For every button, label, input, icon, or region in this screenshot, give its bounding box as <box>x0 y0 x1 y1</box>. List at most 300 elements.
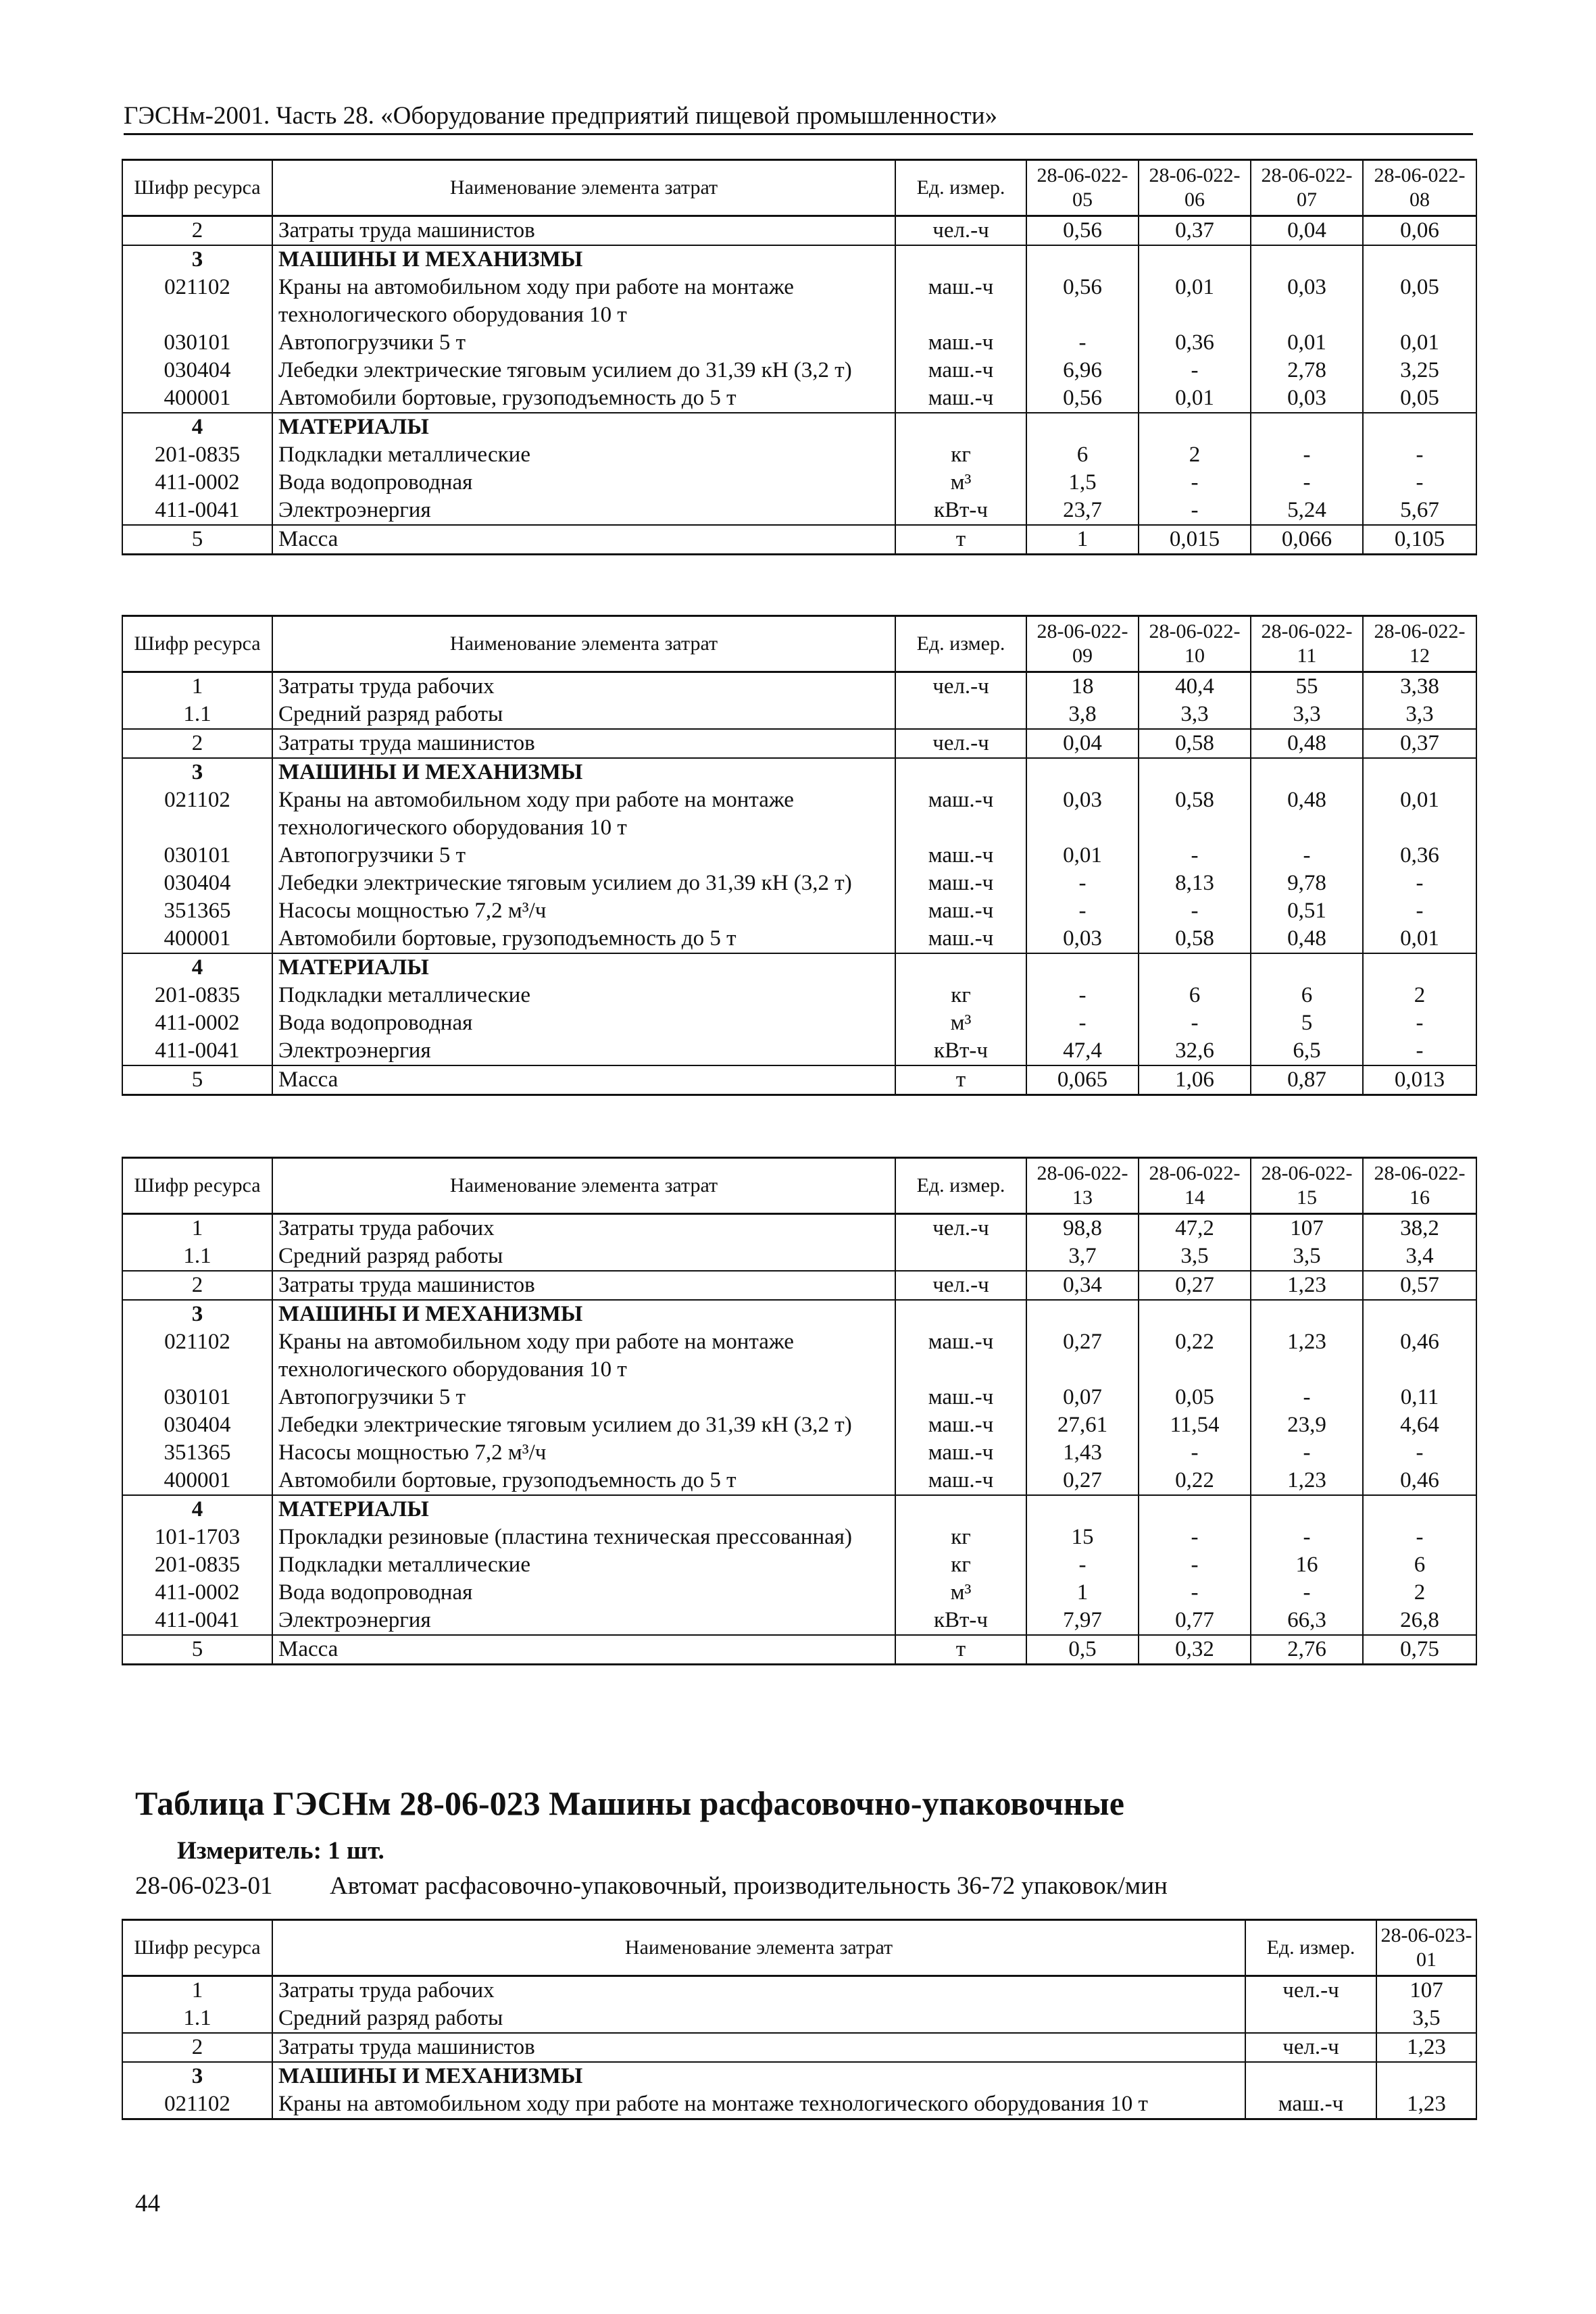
table-row <box>122 329 1476 357</box>
resource-name: Электроэнергия <box>272 1037 895 1065</box>
unit-cell <box>895 953 1026 982</box>
value-cell: - <box>1139 897 1251 925</box>
value-cell: 2 <box>1139 441 1251 469</box>
unit-cell: чел.-ч <box>1245 2033 1376 2062</box>
unit-cell: маш.-ч <box>895 384 1026 413</box>
unit-cell: чел.-ч <box>895 216 1026 246</box>
value-cell: 47,2 <box>1139 1214 1251 1243</box>
header-norm-code: 28-06-022-08 <box>1363 160 1476 216</box>
value-cell: 26,8 <box>1363 1607 1476 1635</box>
resource-name: Лебедки электрические тяговым усилием до 31,39 кН (3,2 т) <box>272 357 895 384</box>
resource-code: 4 <box>122 953 272 982</box>
table-row <box>122 1495 1476 1524</box>
value-cell: 6,5 <box>1251 1037 1363 1065</box>
value-cell: - <box>1026 1551 1139 1579</box>
resource-name: Подкладки металлические <box>272 441 895 469</box>
value-cell <box>1139 758 1251 786</box>
unit-cell: чел.-ч <box>1245 1976 1376 2005</box>
value-cell: 6 <box>1026 441 1139 469</box>
resource-name: Вода водопроводная <box>272 469 895 497</box>
value-cell: - <box>1139 1551 1251 1579</box>
value-cell: 0,46 <box>1363 1467 1476 1495</box>
unit-cell <box>895 245 1026 274</box>
resource-code: 400001 <box>122 925 272 953</box>
value-cell: 3,5 <box>1251 1242 1363 1271</box>
value-cell: 0,03 <box>1026 925 1139 953</box>
resource-name: Подкладки металлические <box>272 982 895 1009</box>
resource-code: 411-0041 <box>122 1607 272 1635</box>
value-cell: - <box>1363 897 1476 925</box>
header-norm-code: 28-06-022-16 <box>1363 1158 1476 1214</box>
table-row <box>122 1467 1476 1495</box>
value-cell: - <box>1251 842 1363 870</box>
table-row <box>122 786 1476 842</box>
value-cell: 3,38 <box>1363 672 1476 701</box>
value-cell: 1,23 <box>1376 2033 1476 2062</box>
table-header-row <box>122 1920 1476 1976</box>
value-cell: 9,78 <box>1251 870 1363 897</box>
value-cell: 2 <box>1363 1579 1476 1607</box>
value-cell: 18 <box>1026 672 1139 701</box>
value-cell: 0,11 <box>1363 1384 1476 1411</box>
resource-name: МАШИНЫ И МЕХАНИЗМЫ <box>272 2062 1245 2090</box>
value-cell: - <box>1139 497 1251 525</box>
value-cell: 27,61 <box>1026 1411 1139 1439</box>
unit-cell: маш.-ч <box>895 329 1026 357</box>
table-row <box>122 1551 1476 1579</box>
table-row <box>122 1009 1476 1037</box>
value-cell <box>1251 413 1363 441</box>
value-cell: - <box>1139 842 1251 870</box>
resource-code: 351365 <box>122 897 272 925</box>
value-cell <box>1026 1300 1139 1328</box>
value-cell: 0,27 <box>1026 1467 1139 1495</box>
value-cell: 0,27 <box>1026 1328 1139 1384</box>
header-unit: Ед. измер. <box>895 1158 1026 1214</box>
value-cell: - <box>1026 870 1139 897</box>
unit-cell: маш.-ч <box>895 1411 1026 1439</box>
value-cell: 0,013 <box>1363 1065 1476 1095</box>
unit-cell: кВт-ч <box>895 1037 1026 1065</box>
value-cell: 0,58 <box>1139 925 1251 953</box>
resource-name: Подкладки металлические <box>272 1551 895 1579</box>
item-name: Автомат расфасовочно-упаковочный, производительность 36-72 упаковок/мин <box>330 1872 1168 1900</box>
value-cell: 0,75 <box>1363 1635 1476 1665</box>
table-row <box>122 729 1476 758</box>
unit-cell: кг <box>895 441 1026 469</box>
resource-code: 411-0002 <box>122 1009 272 1037</box>
value-cell: 0,04 <box>1251 216 1363 246</box>
value-cell: - <box>1251 1439 1363 1467</box>
resource-name: Масса <box>272 525 895 555</box>
header-name: Наименование элемента затрат <box>272 1920 1245 1976</box>
table-row <box>122 274 1476 329</box>
value-cell: 2,78 <box>1251 357 1363 384</box>
table-row <box>122 1300 1476 1328</box>
value-cell <box>1363 758 1476 786</box>
table-row <box>122 384 1476 413</box>
value-cell: 3,4 <box>1363 1242 1476 1271</box>
value-cell: - <box>1026 1009 1139 1037</box>
value-cell: - <box>1251 469 1363 497</box>
unit-cell <box>1245 2062 1376 2090</box>
resource-name: Прокладки резиновые (пластина техническая прессованная) <box>272 1524 895 1551</box>
value-cell <box>1251 1300 1363 1328</box>
resource-code: 2 <box>122 216 272 246</box>
resource-code: 5 <box>122 1635 272 1665</box>
value-cell: 1,5 <box>1026 469 1139 497</box>
value-cell: 5,24 <box>1251 497 1363 525</box>
value-cell: 0,36 <box>1139 329 1251 357</box>
resource-name: Вода водопроводная <box>272 1009 895 1037</box>
unit-cell: маш.-ч <box>895 870 1026 897</box>
resource-code: 030404 <box>122 870 272 897</box>
value-cell: 1,23 <box>1251 1467 1363 1495</box>
value-cell: 0,04 <box>1026 729 1139 758</box>
value-cell: 1,43 <box>1026 1439 1139 1467</box>
value-cell: 0,58 <box>1139 786 1251 842</box>
value-cell: - <box>1251 1579 1363 1607</box>
table-row <box>122 1524 1476 1551</box>
value-cell: - <box>1026 329 1139 357</box>
table-row <box>122 1384 1476 1411</box>
value-cell <box>1251 953 1363 982</box>
value-cell <box>1139 245 1251 274</box>
resource-code: 021102 <box>122 2090 272 2119</box>
unit-cell: кг <box>895 982 1026 1009</box>
value-cell: 0,34 <box>1026 1271 1139 1300</box>
table-row <box>122 469 1476 497</box>
value-cell: 1 <box>1026 525 1139 555</box>
resource-table-022-05-08 <box>122 159 1477 555</box>
value-cell: 0,07 <box>1026 1384 1139 1411</box>
value-cell: 0,57 <box>1363 1271 1476 1300</box>
table-row <box>122 925 1476 953</box>
value-cell: - <box>1139 1524 1251 1551</box>
unit-cell: маш.-ч <box>895 1384 1026 1411</box>
resource-name: Лебедки электрические тяговым усилием до 31,39 кН (3,2 т) <box>272 870 895 897</box>
resource-name: Затраты труда машинистов <box>272 216 895 246</box>
resource-code: 1.1 <box>122 2005 272 2033</box>
unit-cell: т <box>895 525 1026 555</box>
value-cell: 0,22 <box>1139 1467 1251 1495</box>
table-row <box>122 672 1476 701</box>
resource-code: 4 <box>122 413 272 441</box>
table-row <box>122 2033 1476 2062</box>
value-cell: 0,05 <box>1363 274 1476 329</box>
unit-cell: чел.-ч <box>895 1271 1026 1300</box>
resource-code: 030101 <box>122 842 272 870</box>
value-cell: 98,8 <box>1026 1214 1139 1243</box>
value-cell: 0,22 <box>1139 1328 1251 1384</box>
table-row <box>122 413 1476 441</box>
table-row <box>122 870 1476 897</box>
value-cell: 6,96 <box>1026 357 1139 384</box>
value-cell: 0,56 <box>1026 274 1139 329</box>
value-cell: 0,01 <box>1026 842 1139 870</box>
header-code: Шифр ресурса <box>122 1920 272 1976</box>
resource-code: 3 <box>122 1300 272 1328</box>
value-cell: 2,76 <box>1251 1635 1363 1665</box>
resource-code: 3 <box>122 245 272 274</box>
header-name: Наименование элемента затрат <box>272 1158 895 1214</box>
value-cell <box>1363 1495 1476 1524</box>
resource-code: 030101 <box>122 329 272 357</box>
table-row <box>122 2062 1476 2090</box>
value-cell: 0,46 <box>1363 1328 1476 1384</box>
header-norm-code: 28-06-022-05 <box>1026 160 1139 216</box>
table-row <box>122 441 1476 469</box>
resource-name: Затраты труда машинистов <box>272 729 895 758</box>
table-row <box>122 1328 1476 1384</box>
table-row <box>122 1065 1476 1095</box>
value-cell: - <box>1363 1524 1476 1551</box>
value-cell: 0,37 <box>1139 216 1251 246</box>
value-cell: 0,32 <box>1139 1635 1251 1665</box>
value-cell: 0,48 <box>1251 729 1363 758</box>
resource-code: 030101 <box>122 1384 272 1411</box>
resource-name: Автомобили бортовые, грузоподъемность до 5 т <box>272 1467 895 1495</box>
resource-name: МАТЕРИАЛЫ <box>272 1495 895 1524</box>
table-row <box>122 842 1476 870</box>
unit-cell: м³ <box>895 1009 1026 1037</box>
resource-name: МАШИНЫ И МЕХАНИЗМЫ <box>272 1300 895 1328</box>
resource-name: Краны на автомобильном ходу при работе на монтаже технологического оборудования 10 т <box>272 2090 1245 2119</box>
table-row <box>122 758 1476 786</box>
table-row <box>122 982 1476 1009</box>
table-row <box>122 1037 1476 1065</box>
value-cell: - <box>1139 357 1251 384</box>
resource-name: МАШИНЫ И МЕХАНИЗМЫ <box>272 758 895 786</box>
value-cell: - <box>1139 1009 1251 1037</box>
value-cell: 16 <box>1251 1551 1363 1579</box>
value-cell: 1,23 <box>1376 2090 1476 2119</box>
value-cell: - <box>1139 1439 1251 1467</box>
value-cell: - <box>1026 897 1139 925</box>
resource-code: 411-0002 <box>122 1579 272 1607</box>
value-cell: 0,03 <box>1026 786 1139 842</box>
resource-code: 021102 <box>122 786 272 842</box>
value-cell: 55 <box>1251 672 1363 701</box>
resource-name: Автопогрузчики 5 т <box>272 842 895 870</box>
resource-code: 1 <box>122 672 272 701</box>
value-cell <box>1139 413 1251 441</box>
unit-cell <box>895 701 1026 729</box>
resource-name: Средний разряд работы <box>272 701 895 729</box>
value-cell: - <box>1251 1384 1363 1411</box>
value-cell: 0,36 <box>1363 842 1476 870</box>
resource-name: Автомобили бортовые, грузоподъемность до 5 т <box>272 925 895 953</box>
value-cell: - <box>1363 1009 1476 1037</box>
resource-table-022-13-16 <box>122 1157 1477 1665</box>
resource-name: МАТЕРИАЛЫ <box>272 413 895 441</box>
value-cell <box>1363 1300 1476 1328</box>
value-cell <box>1376 2062 1476 2090</box>
value-cell: 23,9 <box>1251 1411 1363 1439</box>
unit-cell: кг <box>895 1524 1026 1551</box>
value-cell <box>1026 1495 1139 1524</box>
table-row <box>122 2005 1476 2033</box>
table-row <box>122 897 1476 925</box>
value-cell: - <box>1251 1524 1363 1551</box>
resource-name: Затраты труда рабочих <box>272 672 895 701</box>
page-number: 44 <box>135 2190 160 2217</box>
header-unit: Ед. измер. <box>895 616 1026 672</box>
table-row <box>122 357 1476 384</box>
unit-cell: маш.-ч <box>895 897 1026 925</box>
resource-code: 201-0835 <box>122 982 272 1009</box>
value-cell <box>1139 1300 1251 1328</box>
resource-name: Средний разряд работы <box>272 2005 1245 2033</box>
table-row <box>122 1439 1476 1467</box>
header-norm-code: 28-06-022-09 <box>1026 616 1139 672</box>
value-cell: 0,05 <box>1363 384 1476 413</box>
unit-cell: чел.-ч <box>895 672 1026 701</box>
resource-name: Затраты труда машинистов <box>272 2033 1245 2062</box>
header-unit: Ед. измер. <box>895 160 1026 216</box>
resource-name: Вода водопроводная <box>272 1579 895 1607</box>
unit-cell: м³ <box>895 1579 1026 1607</box>
value-cell: - <box>1139 1579 1251 1607</box>
value-cell: 3,5 <box>1376 2005 1476 2033</box>
header-code: Шифр ресурса <box>122 160 272 216</box>
value-cell: 0,48 <box>1251 925 1363 953</box>
unit-cell: маш.-ч <box>895 1467 1026 1495</box>
resource-code: 2 <box>122 2033 272 2062</box>
unit-cell <box>895 1300 1026 1328</box>
resource-code: 5 <box>122 525 272 555</box>
resource-code: 1.1 <box>122 701 272 729</box>
value-cell: 4,64 <box>1363 1411 1476 1439</box>
unit-cell <box>895 413 1026 441</box>
unit-cell: маш.-ч <box>895 842 1026 870</box>
unit-cell: чел.-ч <box>895 729 1026 758</box>
unit-cell: кВт-ч <box>895 497 1026 525</box>
value-cell <box>1363 413 1476 441</box>
value-cell: 8,13 <box>1139 870 1251 897</box>
value-cell: 6 <box>1139 982 1251 1009</box>
table-row <box>122 1242 1476 1271</box>
resource-name: Насосы мощностью 7,2 м³/ч <box>272 897 895 925</box>
resource-table-023-01 <box>122 1919 1477 2120</box>
table-header-row <box>122 1158 1476 1214</box>
value-cell: 66,3 <box>1251 1607 1363 1635</box>
resource-code: 411-0041 <box>122 1037 272 1065</box>
value-cell: 3,3 <box>1251 701 1363 729</box>
resource-name: Насосы мощностью 7,2 м³/ч <box>272 1439 895 1467</box>
value-cell: 0,065 <box>1026 1065 1139 1095</box>
unit-cell: т <box>895 1065 1026 1095</box>
resource-name: МАТЕРИАЛЫ <box>272 953 895 982</box>
resource-code: 1 <box>122 1976 272 2005</box>
unit-cell <box>895 1495 1026 1524</box>
value-cell <box>1251 758 1363 786</box>
resource-name: Краны на автомобильном ходу при работе на монтаже технологического оборудования 10 т <box>272 1328 895 1384</box>
value-cell <box>1251 1495 1363 1524</box>
value-cell <box>1363 953 1476 982</box>
value-cell: - <box>1363 870 1476 897</box>
table-title: Таблица ГЭСНм 28-06-023 Машины расфасовочно-упаковочные <box>135 1784 1124 1822</box>
value-cell <box>1251 245 1363 274</box>
table-header-row <box>122 616 1476 672</box>
value-cell: 0,51 <box>1251 897 1363 925</box>
unit-cell: маш.-ч <box>1245 2090 1376 2119</box>
value-cell: 107 <box>1251 1214 1363 1243</box>
unit-cell: маш.-ч <box>895 925 1026 953</box>
resource-code: 400001 <box>122 1467 272 1495</box>
unit-cell: маш.-ч <box>895 357 1026 384</box>
table-row <box>122 701 1476 729</box>
value-cell: 6 <box>1363 1551 1476 1579</box>
header-norm-code: 28-06-022-11 <box>1251 616 1363 672</box>
value-cell: 0,48 <box>1251 786 1363 842</box>
header-norm-code: 28-06-022-14 <box>1139 1158 1251 1214</box>
header-name: Наименование элемента затрат <box>272 616 895 672</box>
value-cell: 3,3 <box>1139 701 1251 729</box>
value-cell: 15 <box>1026 1524 1139 1551</box>
unit-cell: т <box>895 1635 1026 1665</box>
value-cell: 0,03 <box>1251 274 1363 329</box>
value-cell: 0,01 <box>1363 329 1476 357</box>
resource-name: Лебедки электрические тяговым усилием до 31,39 кН (3,2 т) <box>272 1411 895 1439</box>
table-row <box>122 525 1476 555</box>
resource-name: Краны на автомобильном ходу при работе на монтаже технологического оборудования 10 т <box>272 786 895 842</box>
resource-code: 021102 <box>122 274 272 329</box>
header-unit: Ед. измер. <box>1245 1920 1376 1976</box>
value-cell: 0,03 <box>1251 384 1363 413</box>
resource-name: Автопогрузчики 5 т <box>272 1384 895 1411</box>
table-row <box>122 2090 1476 2119</box>
value-cell: 0,105 <box>1363 525 1476 555</box>
resource-code: 411-0041 <box>122 497 272 525</box>
value-cell: 3,5 <box>1139 1242 1251 1271</box>
resource-name: Масса <box>272 1635 895 1665</box>
resource-code: 030404 <box>122 357 272 384</box>
table-row <box>122 1411 1476 1439</box>
value-cell: 0,58 <box>1139 729 1251 758</box>
resource-code: 101-1703 <box>122 1524 272 1551</box>
resource-name: Средний разряд работы <box>272 1242 895 1271</box>
value-cell: 0,01 <box>1139 274 1251 329</box>
value-cell: - <box>1251 441 1363 469</box>
resource-name: МАШИНЫ И МЕХАНИЗМЫ <box>272 245 895 274</box>
value-cell: 7,97 <box>1026 1607 1139 1635</box>
value-cell: - <box>1026 982 1139 1009</box>
value-cell: 2 <box>1363 982 1476 1009</box>
header-norm-code: 28-06-022-15 <box>1251 1158 1363 1214</box>
value-cell: 23,7 <box>1026 497 1139 525</box>
value-cell: 0,015 <box>1139 525 1251 555</box>
value-cell: 0,01 <box>1139 384 1251 413</box>
header-norm-code: 28-06-022-06 <box>1139 160 1251 216</box>
value-cell: 3,3 <box>1363 701 1476 729</box>
resource-code: 5 <box>122 1065 272 1095</box>
value-cell: - <box>1363 1439 1476 1467</box>
value-cell: 3,7 <box>1026 1242 1139 1271</box>
table-row <box>122 1635 1476 1665</box>
header-norm-code: 28-06-022-10 <box>1139 616 1251 672</box>
value-cell: 0,37 <box>1363 729 1476 758</box>
header-norm-code: 28-06-022-12 <box>1363 616 1476 672</box>
resource-code: 411-0002 <box>122 469 272 497</box>
resource-code: 2 <box>122 1271 272 1300</box>
value-cell: - <box>1363 441 1476 469</box>
resource-code: 2 <box>122 729 272 758</box>
unit-cell: маш.-ч <box>895 1328 1026 1384</box>
resource-code: 400001 <box>122 384 272 413</box>
table-row <box>122 1607 1476 1635</box>
table-header-row <box>122 160 1476 216</box>
